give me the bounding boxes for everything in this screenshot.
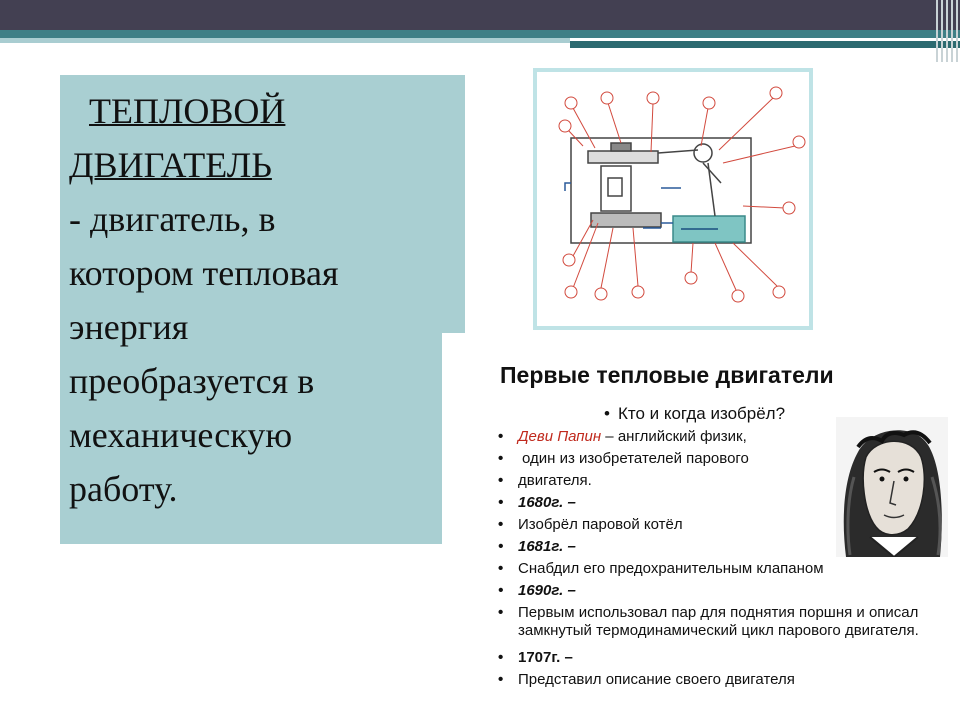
list-item: • 1681г. – bbox=[498, 538, 938, 556]
definition-line: - двигатель, в bbox=[69, 199, 276, 239]
definition-line: котором тепловая bbox=[69, 253, 339, 293]
panel-title: Первые тепловые двигатели bbox=[500, 362, 834, 388]
definition-line: работу. bbox=[69, 469, 178, 509]
heat-engine-diagram-icon bbox=[533, 68, 813, 330]
definition-term: ТЕПЛОВОЙ bbox=[89, 91, 286, 131]
edge-line bbox=[951, 0, 953, 62]
list-item: • 1707г. – bbox=[498, 649, 938, 667]
header-bar bbox=[0, 0, 960, 30]
list-item: • двигателя. bbox=[498, 472, 938, 490]
edge-line bbox=[941, 0, 943, 62]
definition-line: механическую bbox=[69, 415, 293, 455]
portrait-icon bbox=[836, 417, 948, 557]
question: • Кто и когда изобрёл? bbox=[604, 404, 786, 423]
list-item: • один из изобретателей парового bbox=[498, 450, 938, 468]
header-stripe bbox=[0, 30, 960, 38]
header-stripe-dark bbox=[570, 41, 960, 48]
list-item: • Изобрёл паровой котёл bbox=[498, 516, 938, 534]
list-item: • Снабдил его предохранительным клапаном bbox=[498, 560, 938, 578]
edge-line bbox=[936, 0, 938, 62]
header-stripe-light bbox=[0, 38, 570, 43]
edge-line bbox=[956, 0, 958, 62]
definition-line: энергия bbox=[69, 307, 189, 347]
list-item: • 1680г. – bbox=[498, 494, 938, 512]
definition-term-2: ДВИГАТЕЛЬ bbox=[69, 145, 272, 185]
definition-line: преобразуется в bbox=[69, 361, 315, 401]
inventor-desc: – английский физик, bbox=[601, 428, 747, 445]
list-item: • Первым использовал пар для поднятия поршня и описал замкнутый термодинамический цикл парового двигателя. bbox=[498, 604, 938, 640]
list-item: • 1690г. – bbox=[498, 582, 938, 600]
inventor-name: Деви Папин bbox=[518, 428, 602, 445]
question-text: Кто и когда изобрёл? bbox=[617, 404, 786, 423]
definition-text bbox=[69, 84, 449, 516]
edge-line bbox=[946, 0, 948, 62]
list-item: • Представил описание своего двигателя bbox=[498, 671, 938, 689]
